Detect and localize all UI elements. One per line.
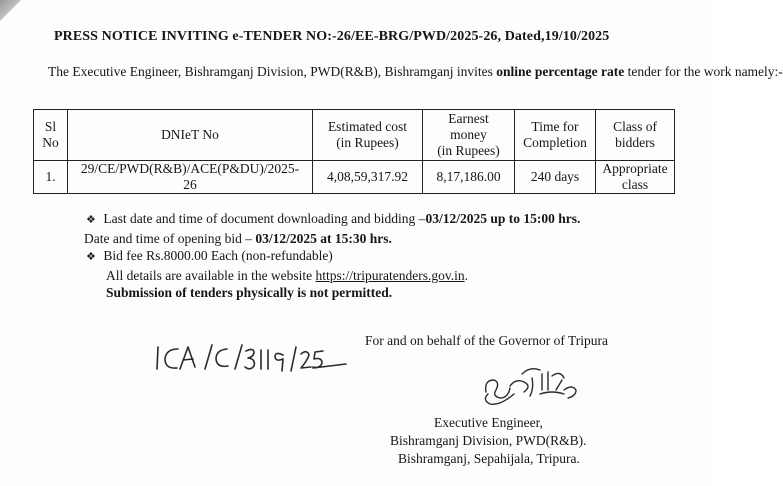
last-date-line	[86, 210, 646, 230]
cell-time: 240 days	[515, 161, 596, 194]
cell-class	[596, 161, 675, 194]
tender-table	[33, 109, 675, 194]
bid-fee-text: Bid fee Rs.8000.00 Each (non-refundable)	[103, 248, 333, 263]
diamond-bullet-icon: ❖	[86, 214, 96, 226]
opening-date-value: 03/12/2025 at 15:30 hrs	[255, 230, 389, 246]
header-time-completion	[515, 110, 596, 161]
table-header-row	[34, 110, 675, 161]
website-end: .	[464, 267, 469, 283]
header-estimated-line2: (in Rupees)	[336, 135, 399, 150]
header-estimated-cost	[313, 110, 423, 161]
cell-dniet	[68, 161, 313, 194]
scan-corner-shadow	[0, 0, 22, 22]
opening-date-line	[84, 230, 646, 248]
signatory-place: Bishramganj, Sepahijala, Tripura.	[398, 451, 580, 466]
header-time-line2: Completion	[523, 135, 587, 150]
header-class-line1: Class of	[613, 119, 657, 134]
cell-earnest-money: 8,17,186.00	[423, 161, 515, 194]
cell-class-line2: class	[621, 177, 649, 192]
intro-paragraph	[36, 63, 783, 80]
signatory-block	[390, 414, 587, 468]
cell-sl: 1.	[34, 161, 68, 194]
header-earnest-line3: (in Rupees)	[437, 143, 500, 158]
physical-submission-line	[86, 284, 646, 302]
website-line	[86, 267, 646, 285]
website-text: All details are available in the website	[106, 267, 316, 283]
header-sl-line1: Sl	[44, 119, 57, 134]
intro-bold-text: online percentage rate	[496, 64, 625, 79]
signatory-division: Bishramganj Division, PWD(R&B).	[390, 433, 587, 448]
cell-dniet-line2: 26	[183, 177, 197, 192]
notice-title: PRESS NOTICE INVITING e-TENDER NO:-26/EE-BRG/PWD/2025-26, Dated,19/10/2025	[54, 29, 610, 44]
bid-fee-line	[86, 247, 646, 267]
opening-date-text: Date and time of opening bid –	[84, 230, 256, 246]
last-date-value: 03/12/2025 up to 15:00 hrs	[425, 211, 577, 226]
notice-intro	[36, 63, 783, 80]
opening-date-end: .	[388, 230, 392, 246]
cell-estimated-cost: 4,08,59,317.92	[313, 161, 423, 194]
tender-website-link[interactable]: https://tripuratenders.gov.in	[315, 267, 465, 283]
header-earnest-line1: Earnest	[448, 111, 489, 126]
physical-submission-note: Submission of tenders physically is not permitted.	[106, 285, 393, 300]
table-row	[34, 161, 675, 194]
header-dniet-no: DNIeT No	[68, 110, 313, 161]
header-estimated-line1: Estimated cost	[327, 119, 408, 134]
cell-dniet-line1: 29/CE/PWD(R&B)/ACE(P&DU)/2025-	[80, 161, 300, 176]
diamond-bullet-icon: ❖	[86, 251, 96, 263]
header-time-line1: Time for	[531, 119, 579, 134]
behalf-of-governor: For and on behalf of the Governor of Tripura	[365, 333, 608, 348]
handwritten-reference	[150, 335, 350, 380]
notice-details	[86, 210, 646, 302]
header-earnest-money	[423, 110, 515, 161]
engineer-signature	[480, 360, 590, 410]
header-earnest-line2: money	[450, 127, 487, 142]
intro-text-start: The Executive Engineer, Bishramganj Division, PWD(R&B), Bishramganj invites	[48, 64, 497, 79]
cell-class-line1: Appropriate	[602, 161, 668, 176]
intro-text-end: tender for the work namely:-	[624, 64, 783, 79]
header-class-line2: bidders	[615, 135, 655, 150]
signatory-designation: Executive Engineer,	[434, 415, 543, 430]
header-sl-line2: No	[42, 135, 59, 150]
last-date-text: Last date and time of document downloading and bidding –	[103, 211, 426, 226]
header-class-bidders	[596, 110, 675, 161]
last-date-end: .	[576, 211, 581, 226]
header-sl-no	[34, 110, 68, 161]
